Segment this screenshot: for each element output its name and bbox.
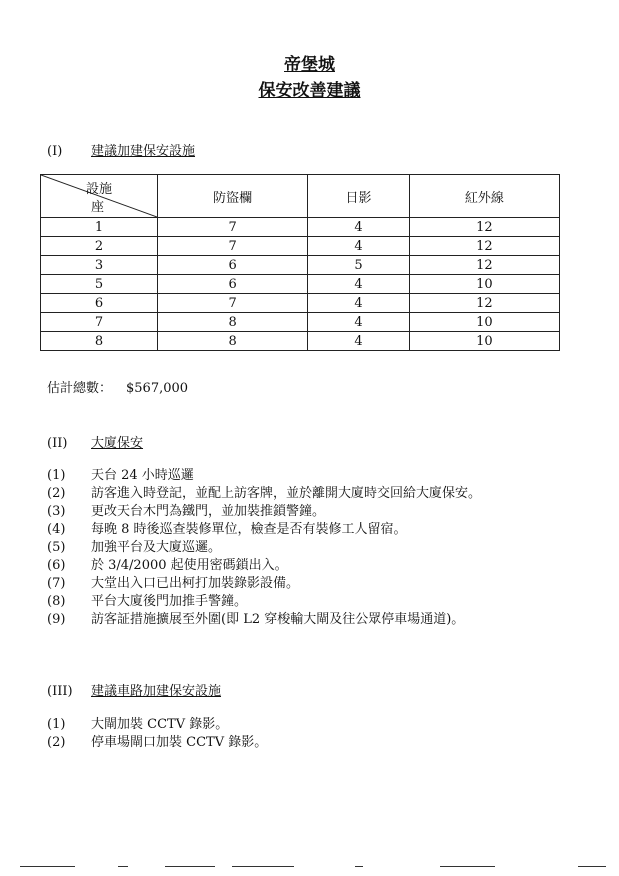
building-security-list: [47, 467, 481, 629]
table-cell: 4: [308, 332, 409, 351]
table-cell: 10: [409, 313, 559, 332]
table-cell: 5: [308, 256, 409, 275]
section-title: 建議車路加建保安設施: [91, 684, 222, 699]
total-label: 估計總數：: [47, 381, 113, 396]
list-item: (6) 於 3/4/2000 起使用密碼鎖出入。: [47, 558, 288, 573]
section-title: 建議加建保安設施: [91, 144, 196, 159]
column-header: 紅外線: [409, 175, 559, 218]
table-row: [41, 256, 560, 275]
table-cell: 4: [308, 275, 409, 294]
list-item: (7) 大堂出入口已出柯打加裝錄影設備。: [47, 576, 300, 591]
section-title: 大廈保安: [91, 436, 144, 451]
table-cell: 7: [41, 313, 158, 332]
table-cell: 4: [308, 313, 409, 332]
section-1-heading: [47, 140, 195, 159]
list-item: (5) 加強平台及大廈巡邏。: [47, 540, 222, 555]
document-subtitle: 保安改善建議: [258, 81, 361, 101]
table-cell: 8: [158, 332, 308, 351]
table-cell: 8: [158, 313, 308, 332]
security-facilities-table: [40, 174, 560, 351]
table-cell: 12: [409, 237, 559, 256]
table-cell: 4: [308, 294, 409, 313]
list-item: (1) 大閘加裝 CCTV 錄影。: [47, 717, 229, 732]
table-row: [41, 332, 560, 351]
table-row: [41, 275, 560, 294]
table-cell: 8: [41, 332, 158, 351]
table-cell: 12: [409, 294, 559, 313]
section-number: (III): [47, 684, 73, 699]
table-row: [41, 218, 560, 237]
table-cell: 10: [409, 275, 559, 294]
corner-label-facility: 設施: [86, 182, 113, 197]
estimated-total: [47, 377, 188, 396]
list-item: (1) 天台 24 小時巡邏: [47, 468, 194, 483]
table-row: [41, 294, 560, 313]
table-cell: 7: [158, 218, 308, 237]
section-number: (II): [47, 436, 68, 451]
table-cell: 12: [409, 256, 559, 275]
table-cell: 6: [158, 256, 308, 275]
table-cell: 6: [41, 294, 158, 313]
table-cell: 12: [409, 218, 559, 237]
table-cell: 6: [158, 275, 308, 294]
table-header-row: [41, 175, 560, 218]
table-cell: 3: [41, 256, 158, 275]
table-cell: 10: [409, 332, 559, 351]
table-cell: 7: [158, 294, 308, 313]
table-row: [41, 313, 560, 332]
table-cell: 7: [158, 237, 308, 256]
column-header: 防盜欄: [158, 175, 308, 218]
section-2-heading: [47, 432, 143, 451]
list-item: (9) 訪客証措施擴展至外圍(即 L2 穿梭輸大閘及往公眾停車場通道)。: [47, 612, 465, 627]
table-cell: 4: [308, 218, 409, 237]
list-item: (2) 訪客進入時登記，並配上訪客牌，並於離開大廈時交回給大廈保安。: [47, 486, 482, 501]
list-item: (2) 停車場閘口加裝 CCTV 錄影。: [47, 735, 268, 750]
table-corner-cell: [41, 175, 158, 218]
corner-label-block: 座: [91, 200, 105, 215]
table-cell: 5: [41, 275, 158, 294]
vehicle-road-security-list: [47, 716, 267, 752]
list-item: (4) 每晚 8 時後巡查裝修單位，檢查是否有裝修工人留宿。: [47, 522, 407, 537]
table-cell: 4: [308, 237, 409, 256]
document-title: 帝堡城: [284, 55, 335, 75]
footer-scan-marks: [0, 866, 619, 870]
list-item: (3) 更改天台木門為鐵門，並加裝推鎖警鐘。: [47, 504, 326, 519]
section-number: (I): [47, 144, 63, 159]
list-item: (8) 平台大廈後門加推手警鐘。: [47, 594, 248, 609]
total-value: $567,000: [126, 381, 189, 396]
table-row: [41, 237, 560, 256]
table-cell: 2: [41, 237, 158, 256]
column-header: 日影: [308, 175, 409, 218]
section-3-heading: [47, 680, 221, 699]
table-cell: 1: [41, 218, 158, 237]
